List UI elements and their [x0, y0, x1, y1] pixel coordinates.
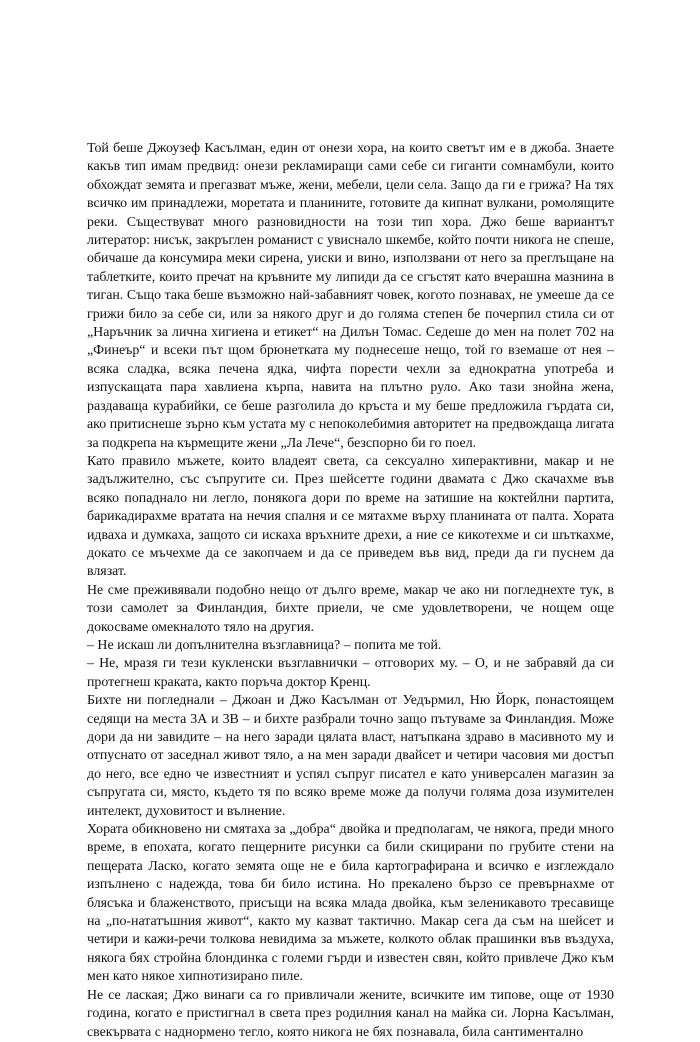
dialogue-line-1: – Не искаш ли допълнителна възглавница? – попита ме той. [87, 637, 442, 653]
paragraph-2: Като правило мъжете, които владеят света, са сексуално хиперактивни, макар и не задължително, със съпругите си. През шейсетте години двамата с Джо скачахме във всяко попаднало ни легло, понякога дори по време на затишие на коктейлни партита, барикадирахме вратата на нечия спалня и се мятахме върху планината от палта. Хората идваха и думкаха, защото си искаха връхните дрехи, а ние се кикотехме и си шъткахме, докато се мъчехме да се закопчаем и да се приведем във вид, преди да ги пуснем да влязат. [87, 453, 614, 580]
paragraph-6: Не се лаская; Джо винаги са го привличали жените, всичките им типове, още от 1930 година, когато е пристигнал в света през родилния канал на майка си. Лорна Касълман, свекървата с наднормено тегло, която никога не бях познавала, била сантиментално [87, 987, 614, 1040]
document-page [87, 140, 614, 1042]
paragraph-5: Хората обикновено ни смятаха за „добра“ двойка и предполагам, че някога, преди много време, в епохата, когато пещерните рисунки са били скицирани по грубите стени на пещерата Ласко, когато земята още не е била картографирана и всичко е изглеждало изпълнено с надежда, това би било истина. Но прекалено бързо се превърнахме от блясъка и блаженството, присъщи на всяка млада двойка, към зеленикавото тресавище на „по-нататъшния живот“, както му казват тактично. Макар сега да съм на шейсет и четири и кажи-речи толкова невидима за мъжете, колкото облак прашинки във въздуха, някога бях стройна блондинка с големи гърди и известен свян, който привлече Джо към мен като някое хипнотизирано пиле. [87, 822, 614, 985]
paragraph-1: Той беше Джоузеф Касълман, един от онези хора, на които светът им е в джоба. Знаете какъв тип имам предвид: онези рекламиращи сами себе си гиганти сомнамбули, които обхождат земята и прегазват мъже, жени, мебели, цели села. Защо да ги е грижа? На тях всичко им принадлежи, моретата и планините, готовите да кипнат вулкани, ромолящите реки. Съществуват много разновидности на този тип хора. Джо беше вариантът литератор: нисък, закръглен романист с увиснало шкембе, който почти никога не спеше, обичаше да консумира меки сирена, уиски и вино, използвани от него за преглъщане на таблетките, които пречат на кръвните му липиди да се сгъстят като вчерашна мазнина в тиган. Също така беше възможно най-забавният човек, когото познавах, не умееше да се грижи било за себе си, или за някого друг и до голяма степен бе почерпил стила си от „Наръчник за лична хигиена и етикет“ на Дилън Томас. Седеше до мен на полет 702 на „Финеър“ и всеки път щом брюнетката му поднесеше нещо, той го вземаше от нея – всяка сладка, всяка печена ядка, чифта порести чехли за еднократна употреба и изпускащата пара хавлиена кърпа, навита на плътно руло. Ако тази знойна жена, раздаваща курабийки, се беше разголила до кръста и му беше предложила гърдата си, ако притиснеше зърно към устата му с непоколебимия авторитет на предвождаща лигата за подкрепа на кърмещите жени „Ла Лече“, безспорно би го поел. [87, 141, 614, 451]
paragraph-4: Бихте ни погледнали – Джоан и Джо Касълман от Уедърмил, Ню Йорк, понастоящем седящи на места 3А и 3В – и бихте разбрали точно защо пътуваме за Финландия. Може дори да ни завидите – на него заради цялата власт, натъпкана здраво в масивното му и отпуснато от заседнал живот тяло, а на мен заради двайсет и четири часовия ми достъп до него, все едно че известният и успял съпруг писател е като универсален магазин за съпругата си, място, където тя по всяко време може да получи голяма доза изумителен интелект, духовитост и вълнение. [87, 693, 614, 819]
dialogue-line-2: – Не, мразя ги тези кукленски възглавнички – отговорих му. – О, и не забравяй да си протегнеш краката, както поръча доктор Кренц. [87, 656, 614, 690]
paragraph-3: Не сме преживявали подобно нещо от дълго време, макар че ако ни погледнехте тук, в този самолет за Финландия, бихте приели, че сме удовлетворени, че нощем още докосваме омекналото тяло на другия. [87, 582, 614, 635]
